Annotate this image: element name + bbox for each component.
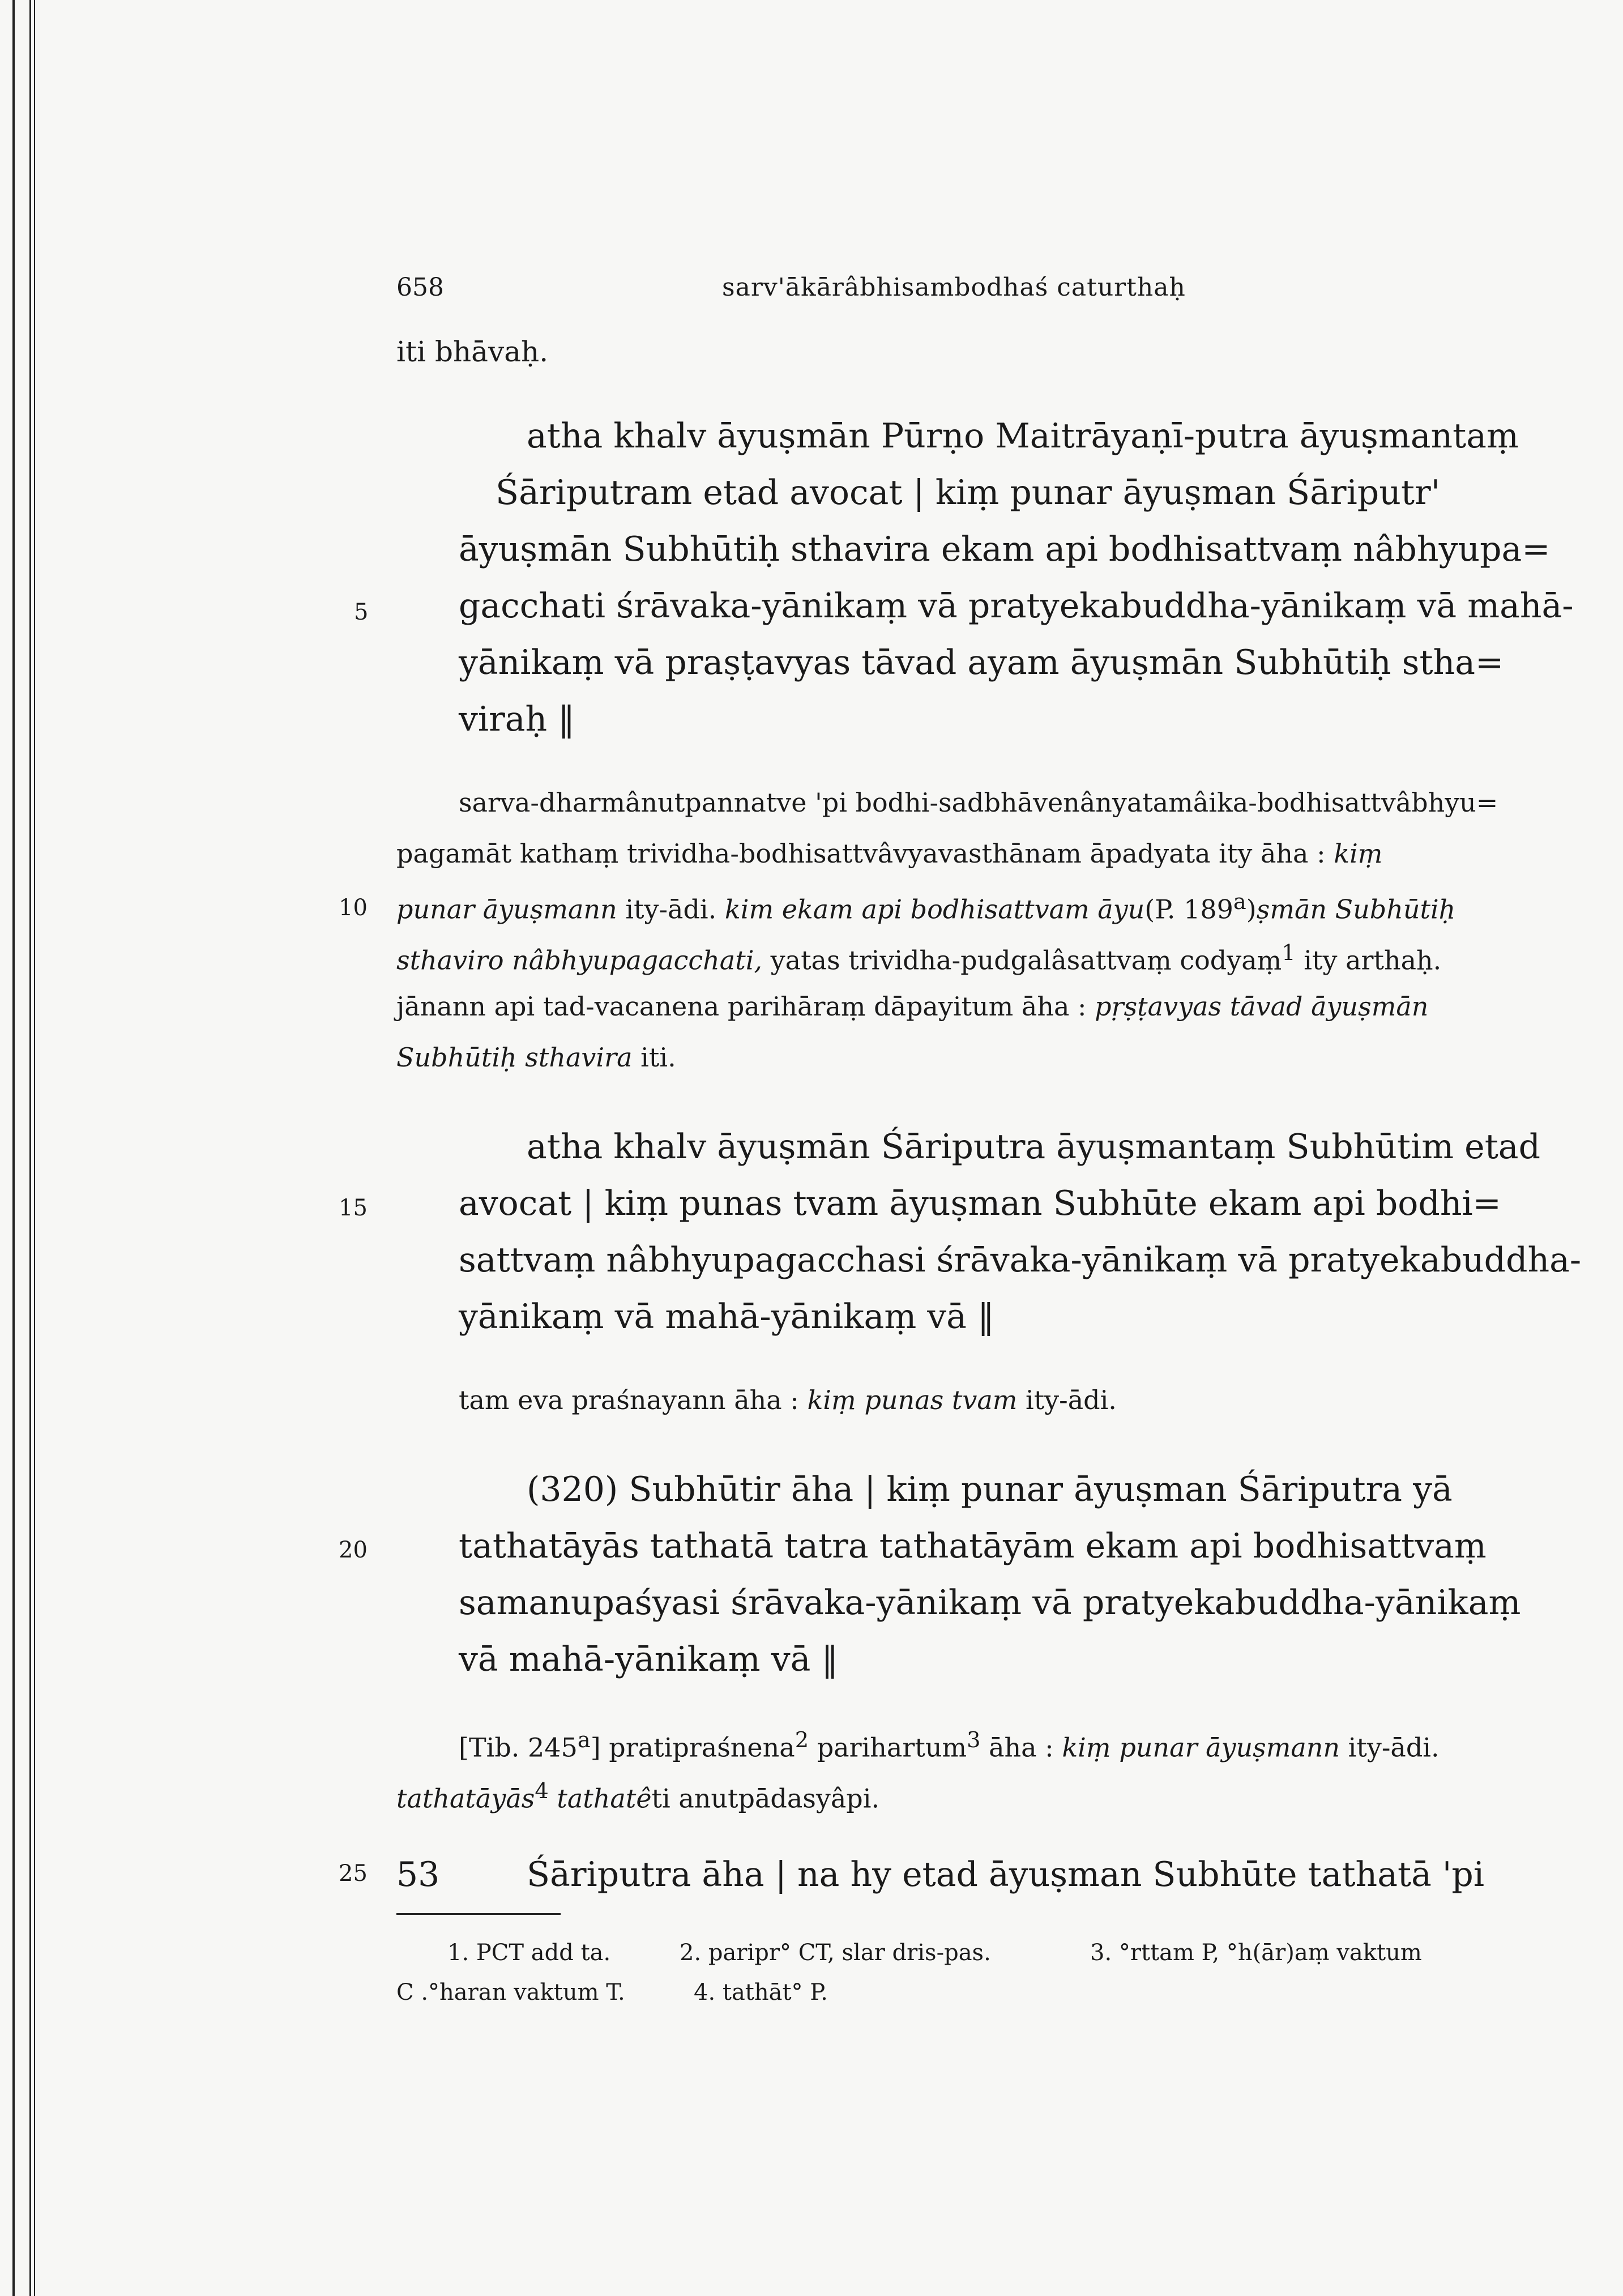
commentary-line: tathatāyās$^4$ tathatêti anutpādasyâpi.	[396, 1778, 880, 1814]
root-text-line: tathatāyās tathatā tatra tathatāyām ekam api bodhisattvaṃ	[459, 1526, 1487, 1566]
scan-edge-line	[34, 0, 35, 2296]
commentary-line: jānann api tad-vacanena parihāraṃ dāpayitum āha : pṛṣṭavyas tāvad āyuṣmān	[396, 991, 1429, 1022]
root-text-line: āyuṣmān Subhūtiḥ sthavira ekam api bodhisattvaṃ nâbhyupa=	[459, 530, 1551, 569]
line-number: 25	[339, 1860, 368, 1887]
root-text-line: yānikaṃ vā mahā-yānikaṃ vā ‖	[459, 1297, 995, 1337]
text-line: iti bhāvaḥ.	[396, 335, 549, 368]
section-number: 53	[396, 1855, 440, 1894]
commentary-line: tam eva praśnayann āha : kiṃ punas tvam ity-ādi.	[459, 1385, 1117, 1415]
footnote: 3. °rttam P, °h(ār)aṃ vaktum	[1090, 1940, 1422, 1966]
commentary-line: punar āyuṣmann ity-ādi. kim ekam api bodhisattvam āyu(P. 189$^a$)ṣmān Subhūtiḥ	[396, 889, 1456, 925]
page-number: 658	[396, 273, 444, 302]
root-text-line: atha khalv āyuṣmān Pūrṇo Maitrāyaṇī-putra āyuṣmantaṃ	[527, 416, 1519, 456]
commentary-line: Subhūtiḥ sthavira iti.	[396, 1042, 676, 1073]
commentary-line: sarva-dharmânutpannatve 'pi bodhi-sadbhāvenânyatamâika-bodhisattvâbhyu=	[459, 787, 1498, 818]
scan-edge-line	[12, 0, 15, 2296]
root-text-line: avocat | kiṃ punas tvam āyuṣman Subhūte ekam api bodhi=	[459, 1184, 1501, 1223]
line-number: 15	[339, 1195, 368, 1221]
root-text-line: Śāriputram etad avocat | kiṃ punar āyuṣman Śāriputr'	[496, 473, 1441, 513]
root-text-line: (320) Subhūtir āha | kiṃ punar āyuṣman Śāriputra yā	[527, 1470, 1453, 1509]
footnote: 1. PCT add ta.	[447, 1940, 611, 1966]
root-text-line: yānikaṃ vā praṣṭavyas tāvad ayam āyuṣmān Subhūtiḥ stha=	[459, 643, 1504, 682]
footnote: 2. paripr° CT, slar dris-pas.	[680, 1940, 991, 1966]
scan-edge-line	[29, 0, 31, 2296]
root-text-line: atha khalv āyuṣmān Śāriputra āyuṣmantaṃ Subhūtim etad	[527, 1127, 1540, 1167]
root-text-line: viraḥ ‖	[459, 699, 575, 739]
line-number: 20	[339, 1537, 368, 1563]
footnote-rule	[396, 1913, 561, 1915]
root-text-line: vā mahā-yānikaṃ vā ‖	[459, 1640, 839, 1679]
root-text-line: sattvaṃ nâbhyupagacchasi śrāvaka-yānikaṃ vā pratyekabuddha-	[459, 1240, 1582, 1280]
commentary-line: [Tib. 245$^a$] pratipraśnena$^2$ parihartum$^3$ āha : kiṃ punar āyuṣmann ity-ādi.	[459, 1727, 1440, 1763]
root-text-line: samanupaśyasi śrāvaka-yānikaṃ vā pratyekabuddha-yānikaṃ	[459, 1583, 1521, 1623]
running-title: sarv'ākārâbhisambodhaś caturthaḥ	[722, 273, 1186, 302]
line-number: 10	[339, 895, 368, 921]
line-number: 5	[354, 599, 369, 625]
footnote: 4. tathāt° P.	[694, 1979, 828, 2005]
commentary-line: pagamāt kathaṃ trividha-bodhisattvâvyavasthānam āpadyata ity āha : kiṃ	[396, 838, 1383, 869]
commentary-line: sthaviro nâbhyupagacchati, yatas trividha-pudgalâsattvaṃ codyaṃ$^1$ ity arthaḥ.	[396, 940, 1442, 976]
root-text-line: gacchati śrāvaka-yānikaṃ vā pratyekabuddha-yānikaṃ vā mahā-	[459, 586, 1574, 626]
root-text-line: Śāriputra āha | na hy etad āyuṣman Subhūte tathatā 'pi	[527, 1855, 1485, 1894]
footnote: C .°haran vaktum T.	[396, 1979, 625, 2005]
